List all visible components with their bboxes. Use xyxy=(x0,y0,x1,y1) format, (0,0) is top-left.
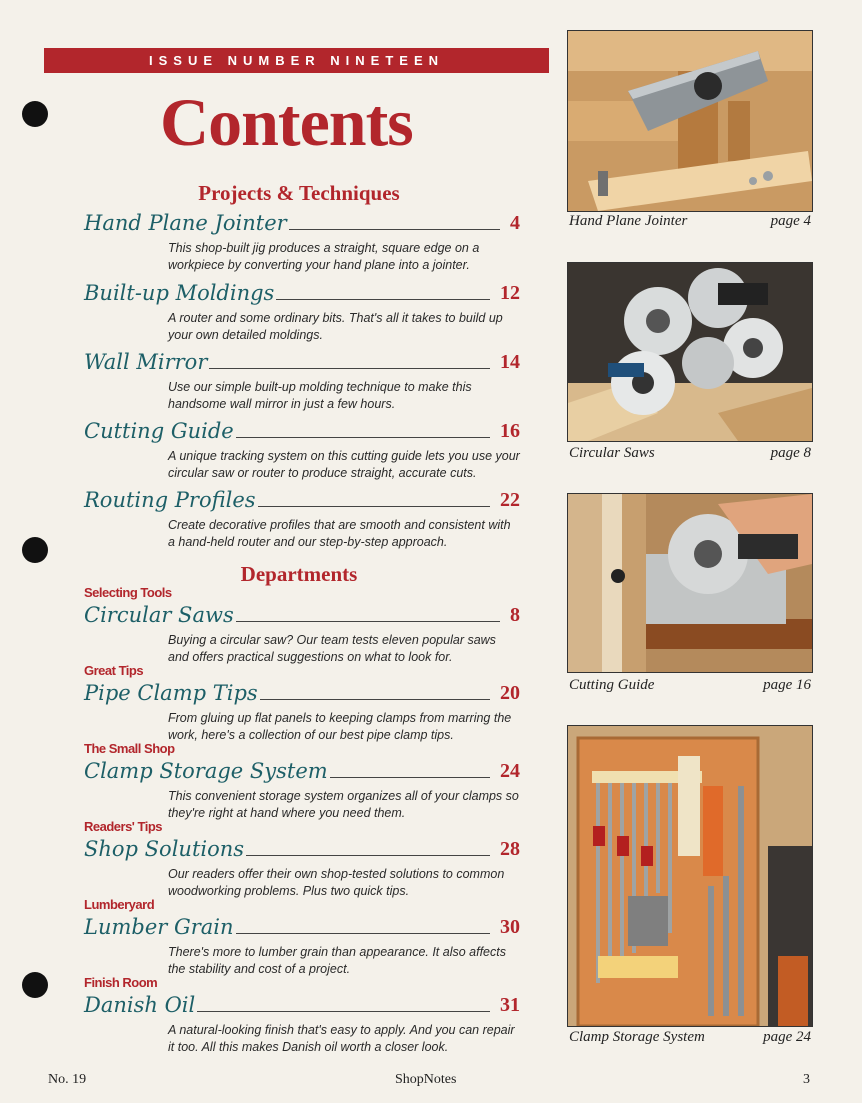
page-number: 24 xyxy=(500,760,520,782)
leader-line xyxy=(236,933,490,934)
caption-title: Cutting Guide xyxy=(569,677,655,693)
binder-hole-middle xyxy=(22,537,48,563)
department-category: Great Tips xyxy=(84,663,144,678)
entry-title: Wall Mirror xyxy=(84,350,208,374)
page-number: 31 xyxy=(500,994,520,1016)
caption-cutting-guide xyxy=(569,677,811,694)
caption-circular-saws xyxy=(569,445,811,462)
entry-description: Our readers offer their own shop-tested solutions to common woodworking problems. Plus two quick tips. xyxy=(168,867,505,898)
photo-clamp-storage-system xyxy=(567,725,813,1027)
clamp-storage-illustration xyxy=(568,726,812,1026)
leader-line xyxy=(236,621,500,622)
department-category: The Small Shop xyxy=(84,741,175,756)
page-number: 14 xyxy=(500,351,520,373)
entry-description: Buying a circular saw? Our team tests eleven popular saws and offers practical suggestions on what to look for. xyxy=(168,633,496,664)
entry-title: Circular Saws xyxy=(84,603,234,627)
entry-title: Built-up Moldings xyxy=(84,281,275,305)
toc-entry-danish-oil[interactable] xyxy=(84,976,520,1056)
caption-page: page 16 xyxy=(763,677,811,693)
page-title: Contents xyxy=(160,84,413,160)
leader-line xyxy=(209,368,490,369)
department-category: Selecting Tools xyxy=(84,585,172,600)
binder-hole-bottom xyxy=(22,972,48,998)
toc-entry-clamp-storage-system[interactable] xyxy=(84,742,520,822)
page-number: 8 xyxy=(510,604,520,626)
entry-title: Cutting Guide xyxy=(84,419,234,443)
department-category: Finish Room xyxy=(84,975,158,990)
toc-entry-shop-solutions[interactable] xyxy=(84,820,520,900)
page-number: 16 xyxy=(500,420,520,442)
photo-cutting-guide xyxy=(567,493,813,673)
leader-line xyxy=(246,855,490,856)
entry-title: Danish Oil xyxy=(84,993,196,1017)
entry-title: Routing Profiles xyxy=(84,488,256,512)
department-category: Lumberyard xyxy=(84,897,155,912)
caption-page: page 24 xyxy=(763,1029,811,1045)
entry-description: A router and some ordinary bits. That's all it takes to build up your own detailed moldings. xyxy=(168,311,503,342)
page-number: 28 xyxy=(500,838,520,860)
toc-entry-circular-saws[interactable] xyxy=(84,586,520,666)
entry-title: Hand Plane Jointer xyxy=(84,211,287,235)
issue-banner: ISSUE NUMBER NINETEEN xyxy=(44,48,549,73)
projects-heading: Projects & Techniques xyxy=(198,181,400,205)
entry-description: A natural-looking finish that's easy to apply. And you can repair it too. All this makes Danish oil worth a closer look. xyxy=(168,1023,515,1054)
toc-entry-routing-profiles[interactable] xyxy=(84,485,520,551)
entry-title: Lumber Grain xyxy=(84,915,234,939)
toc-entry-pipe-clamp-tips[interactable] xyxy=(84,664,520,744)
entry-title: Pipe Clamp Tips xyxy=(84,681,258,705)
footer-magazine-name: ShopNotes xyxy=(395,1072,457,1087)
page-number: 22 xyxy=(500,489,520,511)
caption-title: Circular Saws xyxy=(569,445,655,461)
entry-description: A unique tracking system on this cutting guide lets you use your circular saw or router to produce straight, accurate cuts. xyxy=(168,449,520,480)
department-category: Readers' Tips xyxy=(84,819,162,834)
page-number: 20 xyxy=(500,682,520,704)
footer-issue-number: No. 19 xyxy=(48,1072,87,1087)
leader-line xyxy=(330,777,490,778)
leader-line xyxy=(260,699,490,700)
toc-entry-wall-mirror[interactable] xyxy=(84,347,520,413)
photo-circular-saws xyxy=(567,262,813,442)
toc-entry-built-up-moldings[interactable] xyxy=(84,278,520,344)
footer-page-number: 3 xyxy=(803,1072,810,1087)
toc-entry-cutting-guide[interactable] xyxy=(84,416,520,482)
entry-description: Create decorative profiles that are smooth and consistent with a hand-held router and our step-by-step approach. xyxy=(168,518,511,549)
caption-clamp-storage-system xyxy=(569,1029,811,1046)
caption-title: Hand Plane Jointer xyxy=(569,213,688,229)
entry-description: Use our simple built-up molding technique to make this handsome wall mirror in just a few hours. xyxy=(168,380,472,411)
caption-page: page 4 xyxy=(770,213,811,229)
leader-line xyxy=(236,437,490,438)
caption-hand-plane-jointer xyxy=(569,213,811,230)
circular-saws-illustration xyxy=(568,263,812,441)
leader-line xyxy=(197,1011,490,1012)
entry-description: From gluing up flat panels to keeping clamps from marring the work, here's a collection of our best pipe clamp tips. xyxy=(168,711,512,742)
entry-description: This convenient storage system organizes all of your clamps so they're right at hand where you need them. xyxy=(168,789,519,820)
caption-title: Clamp Storage System xyxy=(569,1029,705,1045)
cutting-guide-illustration xyxy=(568,494,812,672)
leader-line xyxy=(289,229,500,230)
leader-line xyxy=(276,299,490,300)
entry-description: There's more to lumber grain than appearance. It also affects the stability and cost of a project. xyxy=(168,945,506,976)
entry-title: Clamp Storage System xyxy=(84,759,328,783)
photo-hand-plane-jointer xyxy=(567,30,813,212)
toc-entry-hand-plane-jointer[interactable] xyxy=(84,208,520,274)
leader-line xyxy=(258,506,490,507)
page-number: 4 xyxy=(510,212,520,234)
caption-page: page 8 xyxy=(770,445,811,461)
departments-heading: Departments xyxy=(240,562,358,586)
entry-description: This shop-built jig produces a straight, square edge on a workpiece by converting your hand plane into a jointer. xyxy=(168,241,480,272)
page-number: 30 xyxy=(500,916,520,938)
entry-title: Shop Solutions xyxy=(84,837,245,861)
page-number: 12 xyxy=(500,282,520,304)
toc-entry-lumber-grain[interactable] xyxy=(84,898,520,978)
hand-plane-jointer-illustration xyxy=(568,31,812,211)
binder-hole-top xyxy=(22,101,48,127)
